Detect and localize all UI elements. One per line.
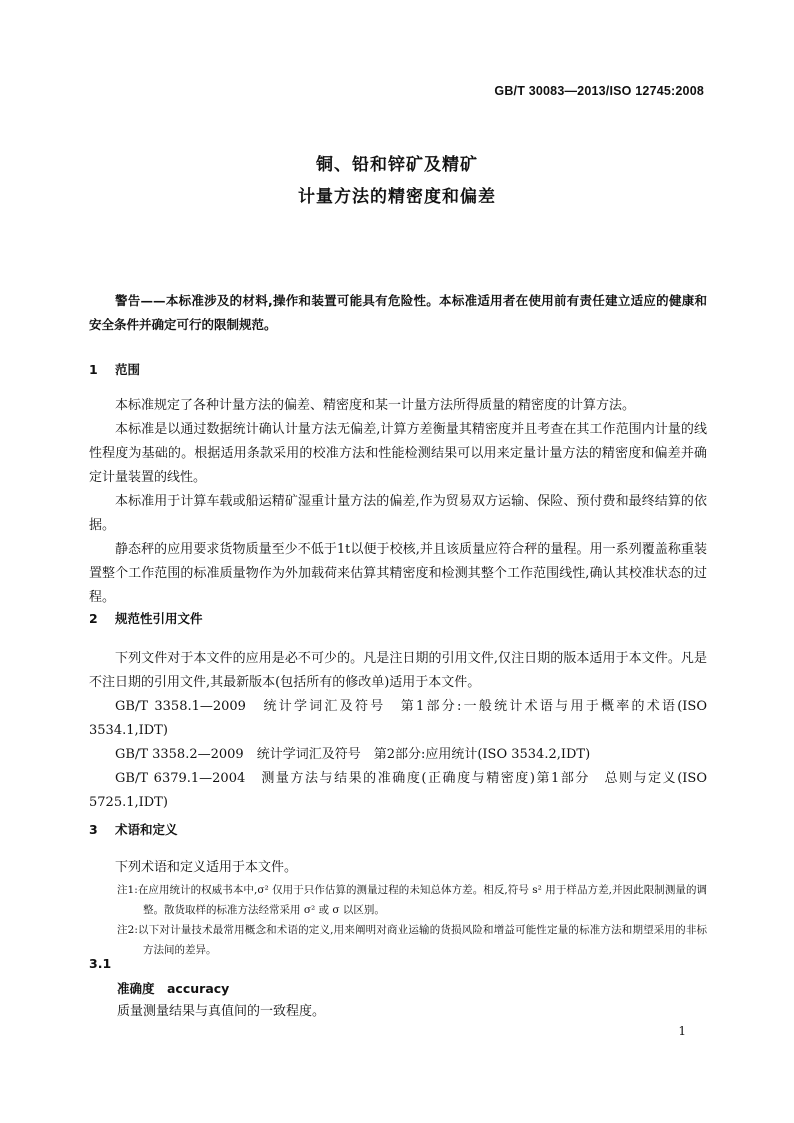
paragraph: 下列术语和定义适用于本文件。 bbox=[115, 860, 298, 875]
reference-item: GB/T 3358.2—2009 统计学词汇及符号 第2部分:应用统计(ISO 3534.2,IDT) bbox=[115, 747, 591, 762]
paragraph: 静态秤的应用要求货物质量至少不低于1t以便于校核,并且该质量应符合秤的量程。用一系列覆盖称重装置整个工作范围的标准质量物作为外加载荷来估算其精密度和检测其整个工作范围线性,确认其校准状态的过程。 bbox=[89, 542, 707, 605]
note-2: 注2:以下对计量技术最常用概念和术语的定义,用来阐明对商业运输的货损风险和增益可能性定量的标准方法和期望采用的非标方法间的差异。 bbox=[117, 924, 707, 956]
warning-text: 警告——本标准涉及的材料,操作和装置可能具有危险性。本标准适用者在使用前有责任建立适应的健康和安全条件并确定可行的限制规范。 bbox=[89, 293, 707, 332]
section-1-body bbox=[89, 394, 707, 610]
section-3-heading bbox=[89, 820, 178, 838]
warning-block bbox=[89, 289, 707, 337]
section-3-intro bbox=[89, 856, 707, 880]
section-number: 3 bbox=[89, 822, 98, 837]
paragraph: 本标准是以通过数据统计确认计量方法无偏差,计算方差衡量其精密度并且考查在其工作范围内计量的线性程度为基础的。根据适用条款采用的校准方法和性能检测结果可以用来定量计量方法的精密度和偏差并确定计量装置的线性。 bbox=[89, 422, 707, 485]
reference-item: GB/T 3358.1—2009 统计学词汇及符号 第1部分:一般统计术语与用于概率的术语(ISO 3534.1,IDT) bbox=[89, 699, 707, 738]
section-1-heading bbox=[89, 360, 140, 378]
section-title: 规范性引用文件 bbox=[115, 611, 203, 626]
term-name: 准确度 accuracy bbox=[117, 981, 230, 996]
reference-item: GB/T 6379.1—2004 测量方法与结果的准确度(正确度与精密度)第1部分 总则与定义(ISO 5725.1,IDT) bbox=[89, 771, 707, 810]
note-1: 注1:在应用统计的权威书本中,σ² 仅用于只作估算的测量过程的未知总体方差。相反,符号 s² 用于样品方差,并因此限制测量的调整。散货取样的标准方法经常采用 σ² 或 σ 以区别。 bbox=[117, 884, 707, 916]
paragraph: 本标准规定了各种计量方法的偏差、精密度和某一计量方法所得质量的精密度的计算方法。 bbox=[115, 398, 636, 413]
term-definition: 质量测量结果与真值间的一致程度。 bbox=[117, 1004, 326, 1019]
document-title-line1: 铜、铅和锌矿及精矿 bbox=[316, 155, 478, 175]
section-number: 1 bbox=[89, 362, 98, 377]
document-title-line2: 计量方法的精密度和偏差 bbox=[298, 187, 496, 207]
paragraph: 下列文件对于本文件的应用是必不可少的。凡是注日期的引用文件,仅注日期的版本适用于本文件。凡是不注日期的引用文件,其最新版本(包括所有的修改单)适用于本文件。 bbox=[89, 651, 707, 690]
section-2-body bbox=[89, 647, 707, 815]
section-number: 2 bbox=[89, 611, 98, 626]
section-title: 术语和定义 bbox=[115, 822, 178, 837]
section-title: 范围 bbox=[115, 362, 141, 377]
page-number: 1 bbox=[678, 1024, 686, 1038]
section-2-heading bbox=[89, 609, 203, 627]
standard-code: GB/T 30083—2013/ISO 12745:2008 bbox=[494, 84, 704, 98]
paragraph: 本标准用于计算车载或船运精矿湿重计量方法的偏差,作为贸易双方运输、保险、预付费和最终结算的依据。 bbox=[89, 494, 707, 533]
term-number: 3.1 bbox=[89, 956, 112, 971]
